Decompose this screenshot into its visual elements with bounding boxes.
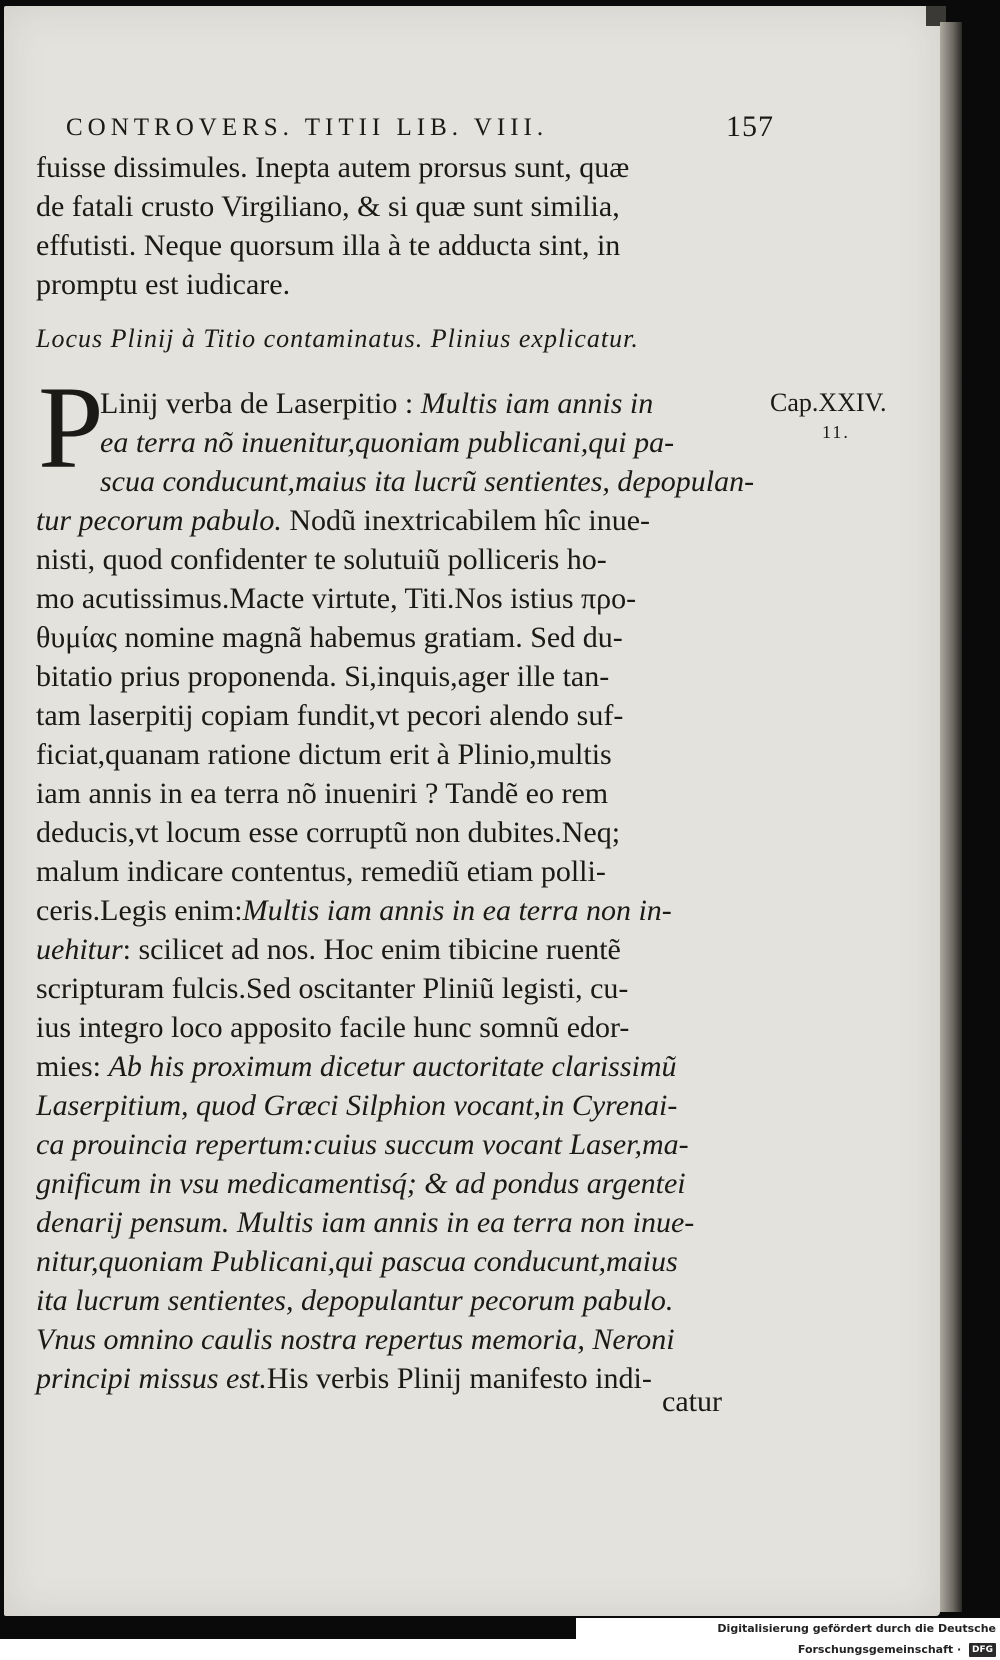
running-title: CONTROVERS. TITII LIB. VIII.	[66, 114, 549, 141]
roman-run: nisti, quod confidenter te solutuiũ polliceris ho-	[36, 543, 607, 576]
italic-run: Multis iam annis in	[420, 387, 654, 420]
italic-run: ita lucrum sentientes, depopulantur pecorum pabulo.	[36, 1284, 674, 1317]
section-heading: Locus Plinij à Titio contaminatus. Plinius explicatur.	[36, 324, 639, 353]
text-line	[36, 891, 756, 930]
text-line	[36, 1047, 756, 1086]
roman-run: θυμίας nomine magnã habemus gratiam. Sed du-	[36, 621, 623, 654]
text-line	[36, 618, 756, 657]
text-line	[36, 1320, 756, 1359]
text-line	[36, 462, 756, 501]
roman-run: scripturam fulcis.Sed oscitanter Pliniũ legisti, cu-	[36, 972, 629, 1005]
text-line	[36, 1203, 756, 1242]
italic-run: principi missus est.	[36, 1362, 267, 1395]
roman-run: ficiat,quanam ratione dictum erit à Plinio,multis	[36, 738, 612, 771]
page-number: 157	[726, 110, 774, 143]
text-line	[36, 1242, 756, 1281]
italic-run: tur pecorum pabulo.	[36, 504, 282, 537]
text-line	[36, 1008, 756, 1047]
text-line	[36, 540, 756, 579]
text-line	[36, 423, 756, 462]
roman-run: Linij verba de Laserpitio :	[100, 387, 421, 420]
roman-run: mo acutissimus.Macte virtute, Titi.Nos istius προ-	[36, 582, 637, 615]
book-page	[4, 6, 940, 1616]
text-line	[36, 579, 756, 618]
text-line	[36, 1125, 756, 1164]
italic-run: Vnus omnino caulis nostra repertus memoria, Neroni	[36, 1323, 675, 1356]
italic-run: gnificum in vsu medicamentisq́; & ad pondus argentei	[36, 1167, 686, 1200]
text-line	[36, 384, 756, 423]
chapter-label: Cap.XXIV.	[770, 388, 887, 417]
roman-run: malum indicare contentus, remediũ etiam polli-	[36, 855, 606, 888]
digitization-footer	[576, 1618, 1000, 1656]
text-line	[36, 657, 756, 696]
text-line	[36, 696, 756, 735]
margin-note	[770, 388, 887, 443]
text-line: promptu est iudicare.	[36, 268, 291, 301]
roman-run: tam laserpitij copiam fundit,vt pecori alendo suf-	[36, 699, 624, 732]
text-line	[36, 852, 756, 891]
text-line	[36, 813, 756, 852]
paragraph-2	[36, 384, 756, 1398]
roman-run: ceris.Legis enim:	[36, 894, 243, 927]
italic-run: Multis iam annis in ea terra non in-	[242, 894, 672, 927]
drop-initial: P	[38, 362, 104, 493]
text-line	[36, 1164, 756, 1203]
text-line: effutisti. Neque quorsum illa à te adducta sint, in	[36, 229, 621, 262]
catchword: catur	[662, 1385, 722, 1418]
roman-run: deducis,vt locum esse corruptũ non dubites.Neq;	[36, 816, 621, 849]
italic-run: nitur,quoniam Publicani,qui pascua conducunt,maius	[36, 1245, 678, 1278]
section-number: 11.	[822, 422, 850, 442]
text-line: de fatali crusto Virgiliano, & si quæ sunt similia,	[36, 190, 620, 223]
italic-run: Laserpitium, quod Græci Silphion vocant,in Cyrenai-	[36, 1089, 678, 1122]
roman-run: : scilicet ad nos. Hoc enim tibicine ruentẽ	[122, 933, 621, 966]
roman-run: mies:	[36, 1050, 109, 1083]
roman-run: bitatio prius proponenda. Si,inquis,ager ille tan-	[36, 660, 610, 693]
text-line	[36, 1359, 756, 1398]
text-line	[36, 930, 756, 969]
italic-run: Ab his proximum dicetur auctoritate clarissimũ	[108, 1050, 677, 1083]
page-edge	[940, 22, 962, 1612]
italic-run: scua conducunt,maius ita lucrũ sentientes, depopulan-	[100, 465, 755, 498]
italic-run: ca prouincia repertum:cuius succum vocant Laser,ma-	[36, 1128, 689, 1161]
paragraph-1	[36, 148, 756, 304]
italic-run: denarij pensum. Multis iam annis in ea terra non inue-	[36, 1206, 695, 1239]
roman-run: iam annis in ea terra nõ inueniri ? Tandẽ eo rem	[36, 777, 609, 810]
footer-text: Digitalisierung gefördert durch die Deutsche Forschungsgemeinschaft ·	[717, 1622, 996, 1656]
text-line	[36, 501, 756, 540]
text-line	[36, 735, 756, 774]
roman-run: Nodũ inextricabilem hîc inue-	[281, 504, 651, 537]
dfg-logo-icon: DFG	[969, 1643, 996, 1657]
text-line	[36, 1281, 756, 1320]
text-line	[36, 969, 756, 1008]
text-line	[36, 774, 756, 813]
roman-run: ius integro loco apposito facile hunc somnũ edor-	[36, 1011, 630, 1044]
text-line	[36, 1086, 756, 1125]
text-line: fuisse dissimules. Inepta autem prorsus sunt, quæ	[36, 151, 630, 184]
italic-run: uehitur	[36, 933, 123, 966]
running-header	[66, 110, 774, 148]
roman-run: His verbis Plinij manifesto indi-	[266, 1362, 652, 1395]
italic-run: ea terra nõ inuenitur,quoniam publicani,qui pa-	[100, 426, 675, 459]
